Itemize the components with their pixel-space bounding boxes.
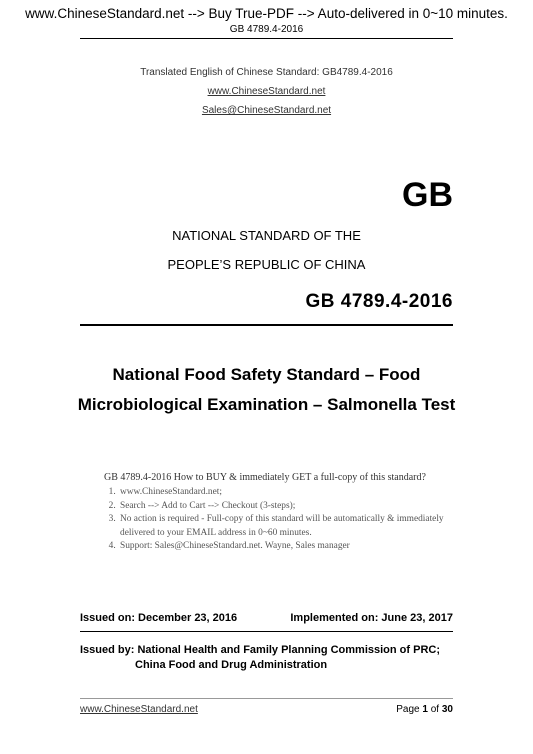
email-link[interactable]: Sales@ChineseStandard.net [201,105,332,116]
implemented-date: Implemented on: June 23, 2017 [290,612,453,624]
website-link[interactable]: www.ChineseStandard.net [207,86,326,97]
issuer-line-1: Issued by: National Health and Family Planning Commission of PRC; [80,644,440,656]
header-divider [80,38,453,39]
gb-logo: GB [402,176,453,214]
purchase-steps [104,486,444,554]
issuer-line-2: China Food and Drug Administration [135,659,328,671]
title-line-2: Microbiological Examination – Salmonella Test [77,395,456,414]
issued-date: Issued on: December 23, 2016 [80,612,238,624]
title-divider [80,324,453,326]
purchase-step: 3. No action is required - Full-copy of this standard will be automatically & immediately delivered to your EMAIL address in 0~60 minutes. [118,513,444,540]
national-line-1: NATIONAL STANDARD OF THE [172,228,361,243]
page-indicator [396,704,453,715]
footer-divider [80,698,453,699]
dates-divider [80,631,453,632]
issuer-block [80,643,440,673]
page-prefix: Page [396,704,423,715]
purchase-step: 2. Search --> Add to Cart --> Checkout (3-steps); [118,500,444,514]
page-total: 30 [441,704,453,715]
top-banner[interactable]: www.ChineseStandard.net --> Buy True-PDF --> Auto-delivered in 0~10 minutes. [25,6,508,21]
purchase-step: 4. Support: Sales@ChineseStandard.net. Wayne, Sales manager [118,540,444,554]
national-line-2: PEOPLE’S REPUBLIC OF CHINA [167,257,366,272]
page-current: 1 [422,704,428,715]
purchase-step[interactable]: 1. www.ChineseStandard.net; [118,486,444,500]
purchase-box [104,472,444,554]
footer-website-link[interactable]: www.ChineseStandard.net [80,704,198,715]
translated-line: Translated English of Chinese Standard: GB4789.4-2016 [140,67,393,78]
standard-code: GB 4789.4-2016 [305,291,453,312]
purchase-heading: GB 4789.4-2016 How to BUY & immediately GET a full-copy of this standard? [104,472,426,483]
page-of: of [427,704,442,715]
header-doc-code: GB 4789.4-2016 [229,24,304,35]
title-line-1: National Food Safety Standard – Food [112,365,421,384]
